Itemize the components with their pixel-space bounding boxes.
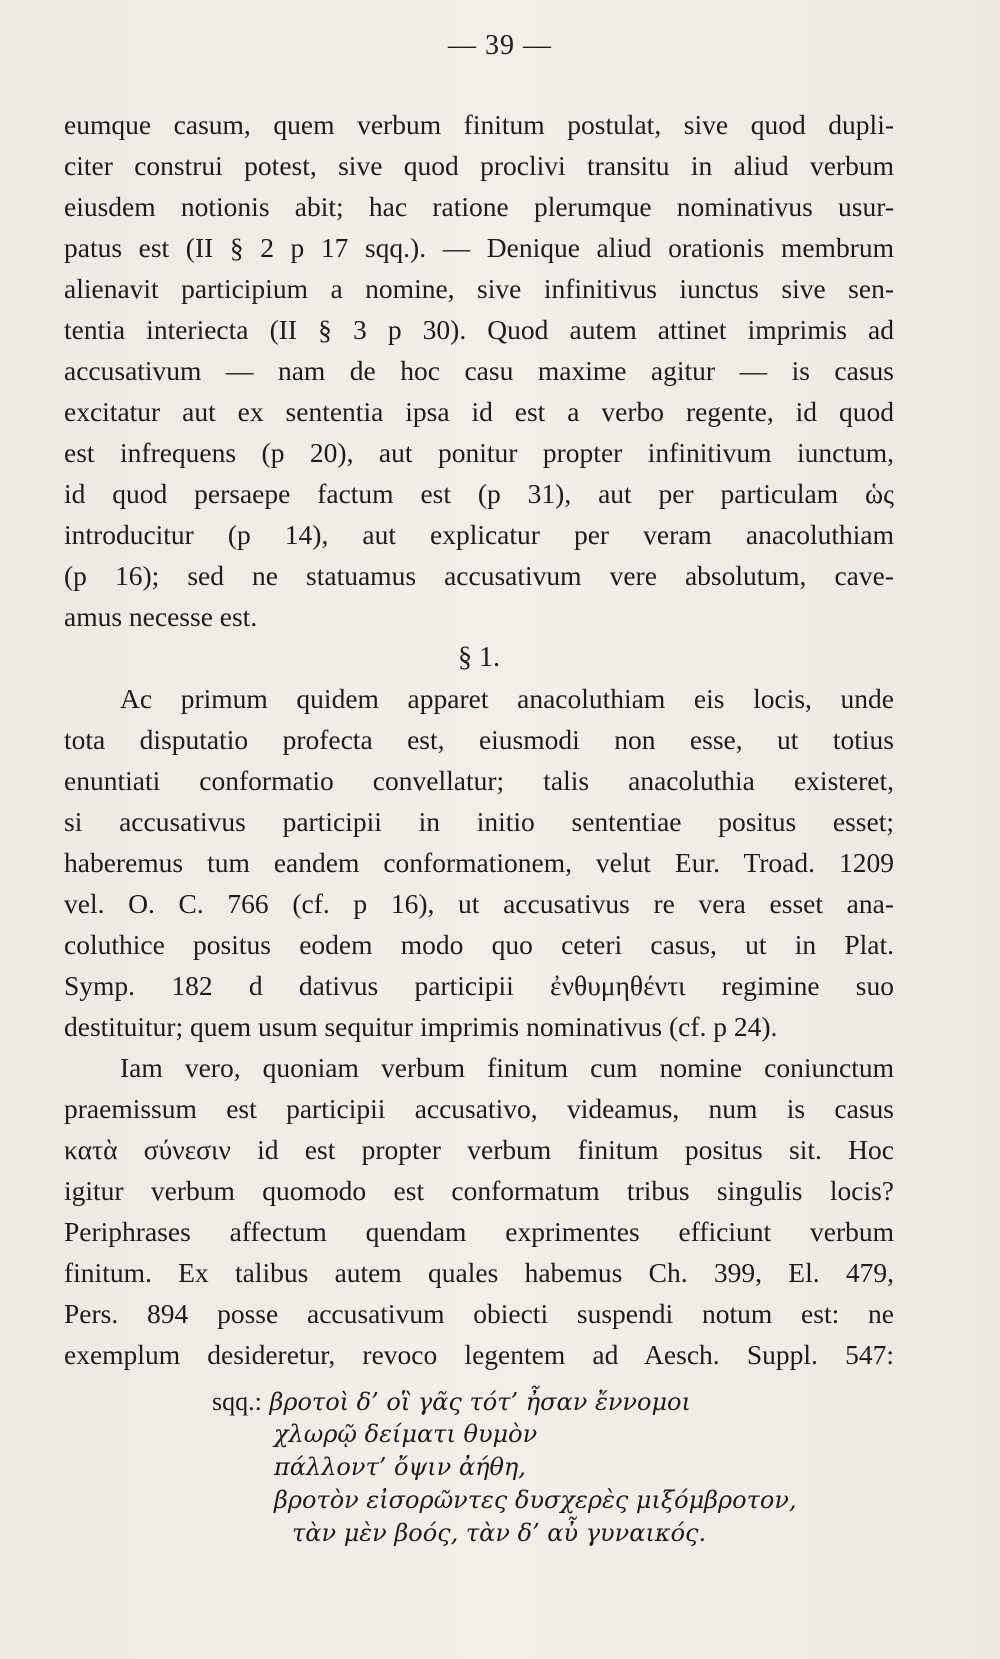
text-line: κατὰ σύνεσιν id est propter verbum finitum positus sit. Hoc [64, 1134, 894, 1165]
verse-line [64, 1385, 894, 1418]
text-line: exemplum desideretur, revoco legentem ad Aesch. Suppl. 547: [64, 1339, 894, 1370]
verse-line: πάλλοντ’ ὄψιν ἀήθη, [274, 1453, 526, 1481]
verse-prefix: sqq.: [212, 1387, 262, 1416]
text-line: eumque casum, quem verbum finitum postulat, sive quod dupli- [64, 109, 894, 140]
text-line: (p 16); sed ne statuamus accusativum vere absolutum, cave- [64, 560, 894, 591]
text-line: Iam vero, quoniam verbum finitum cum nomine coniunctum [120, 1052, 894, 1083]
verse-line: χλωρῷ δείματι θυμὸν [274, 1420, 538, 1448]
paragraph-2 [64, 678, 894, 1047]
text-line: Pers. 894 posse accusativum obiecti suspendi notum est: ne [64, 1298, 894, 1329]
paragraph-3 [64, 1047, 894, 1375]
text-line: est infrequens (p 20), aut ponitur propter infinitivum iunctum, [64, 437, 894, 468]
text-line: coluthice positus eodem modo quo ceteri casus, ut in Plat. [64, 929, 894, 960]
text-line: praemissum est participii accusativo, videamus, num is casus [64, 1093, 894, 1124]
text-line: vel. O. C. 766 (cf. p 16), ut accusativus re vera esset ana- [64, 888, 894, 919]
text-line: Periphrases affectum quendam exprimentes efficiunt verbum [64, 1216, 894, 1247]
text-line: citer construi potest, sive quod proclivi transitu in aliud verbum [64, 150, 894, 181]
paragraph-1 [64, 104, 894, 637]
section-heading: § 1. [458, 642, 500, 673]
text-line: eiusdem notionis abit; hac ratione plerumque nominativus usur- [64, 191, 894, 222]
text-line: si accusativus participii in initio sententiae positus esset; [64, 806, 894, 837]
page-number: — 39 — [448, 30, 552, 61]
text-line: haberemus tum eandem conformationem, velut Eur. Troad. 1209 [64, 847, 894, 878]
verse-line: τὰν μὲν βοός, τὰν δ’ αὖ γυναικός. [292, 1519, 707, 1547]
text-line: finitum. Ex talibus autem quales habemus Ch. 399, El. 479, [64, 1257, 894, 1288]
text-line: destituitur; quem usum sequitur imprimis nominativus (cf. p 24). [64, 1011, 778, 1042]
text-line: enuntiati conformatio convellatur; talis anacoluthia existeret, [64, 765, 894, 796]
text-line: introducitur (p 14), aut explicatur per veram anacoluthiam [64, 519, 894, 550]
greek-quotation [64, 1385, 894, 1550]
text-line: id quod persaepe factum est (p 31), aut per particulam ὡς [64, 478, 894, 509]
text-line: alienavit participium a nomine, sive infinitivus iunctus sive sen- [64, 273, 894, 304]
text-line: tentia interiecta (II § 3 p 30). Quod autem attinet imprimis ad [64, 314, 894, 345]
text-line: patus est (II § 2 p 17 sqq.). — Denique aliud orationis membrum [64, 232, 894, 263]
text-line: tota disputatio profecta est, eiusmodi non esse, ut totius [64, 724, 894, 755]
text-line: Ac primum quidem apparet anacoluthiam eis locis, unde [120, 683, 894, 714]
text-line: igitur verbum quomodo est conformatum tribus singulis locis? [64, 1175, 894, 1206]
text-line: accusativum — nam de hoc casu maxime agitur — is casus [64, 355, 894, 386]
verse-line: βροτὸν εἰσορῶντες δυσχερὲς μιξόμβροτον, [274, 1486, 797, 1514]
page-body [64, 104, 894, 1550]
text-line: excitatur aut ex sententia ipsa id est a verbo regente, id quod [64, 396, 894, 427]
text-line: Symp. 182 d dativus participii ἐνθυμηθέντι regimine suo [64, 970, 894, 1001]
text-line: amus necesse est. [64, 601, 258, 632]
verse-text: βροτοὶ δ’ οἳ γᾶς τότ’ ἦσαν ἔννομοι [269, 1388, 691, 1416]
